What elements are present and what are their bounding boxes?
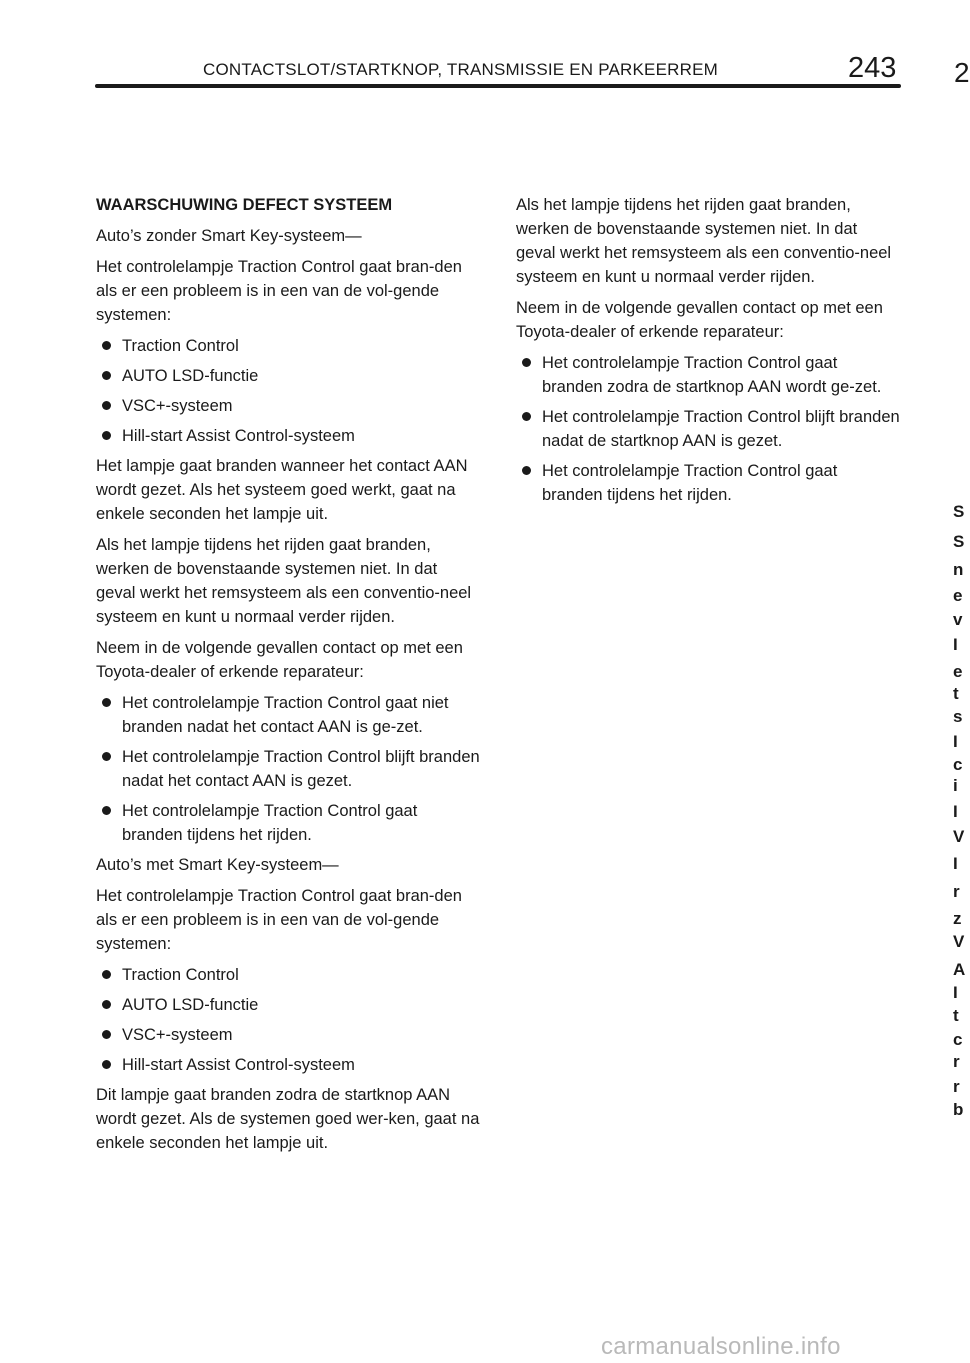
edge-letter: I [953, 802, 958, 821]
paragraph: Dit lampje gaat branden zodra de startknop AAN wordt gezet. Als de systemen goed wer-ken, gaat na enkele seconden het lampje uit. [96, 1086, 480, 1152]
edge-letter: V [953, 932, 965, 951]
section-heading: WAARSCHUWING DEFECT SYSTEEM [96, 196, 393, 214]
edge-letter: v [953, 610, 963, 629]
paragraph: Het lampje gaat branden wanneer het contact AAN wordt gezet. Als het systeem goed werkt, gaat na enkele seconden het lampje uit. [96, 457, 468, 523]
paragraph: Auto’s met Smart Key-systeem— [96, 856, 339, 874]
bullet-list [96, 963, 481, 1077]
list-item: Het controlelampje Traction Control gaat branden zodra de startknop AAN wordt ge-zet. [516, 351, 901, 399]
list-item: Het controlelampje Traction Control blijft branden nadat de startknop AAN is gezet. [516, 405, 901, 453]
page-number: 243 [848, 52, 897, 84]
bullet-list [96, 691, 481, 847]
edge-letter: I [953, 635, 958, 654]
edge-letter: n [953, 560, 964, 579]
list-item: Hill-start Assist Control-systeem [96, 424, 481, 448]
list-item: AUTO LSD-functie [96, 993, 481, 1017]
edge-letter: r [953, 1052, 960, 1071]
edge-letter: b [953, 1100, 964, 1119]
list-item: Het controlelampje Traction Control gaat branden tijdens het rijden. [96, 799, 481, 847]
header-rule [95, 84, 901, 88]
list-item: AUTO LSD-functie [96, 364, 481, 388]
edge-letter: A [953, 960, 966, 979]
edge-letter: e [953, 586, 963, 605]
edge-letter: I [953, 732, 958, 751]
bullet-list [96, 334, 481, 448]
list-item: VSC+-systeem [96, 1023, 481, 1047]
edge-letter: r [953, 1077, 960, 1096]
next-page-edge-mark: 2 [954, 57, 970, 88]
edge-letter: I [953, 854, 958, 873]
edge-letter: t [953, 1006, 959, 1025]
paragraph: Neem in de volgende gevallen contact op met een Toyota-dealer of erkende reparateur: [96, 639, 463, 681]
edge-letter: z [953, 909, 962, 928]
edge-letter: s [953, 707, 963, 726]
list-item: VSC+-systeem [96, 394, 481, 418]
edge-letter: e [953, 662, 963, 681]
edge-letter: i [953, 776, 958, 795]
paragraph: Als het lampje tijdens het rijden gaat branden, werken de bovenstaande systemen niet. In dat geval werkt het remsysteem als een conventio-neel systeem en kunt u normaal verder rijden. [96, 536, 472, 626]
paragraph: Het controlelampje Traction Control gaat bran-den als er een probleem is in een van de vol-gende systemen: [96, 258, 462, 324]
edge-letter: t [953, 684, 959, 703]
paragraph: Het controlelampje Traction Control gaat bran-den als er een probleem is in een van de vol-gende systemen: [96, 887, 462, 953]
list-item: Het controlelampje Traction Control gaat niet branden nadat het contact AAN is ge-zet. [96, 691, 481, 739]
list-item: Traction Control [96, 334, 481, 358]
watermark: carmanualsonline.info [601, 1333, 841, 1360]
bullet-list [516, 351, 901, 507]
paragraph: Auto’s zonder Smart Key-systeem— [96, 227, 362, 245]
list-item: Hill-start Assist Control-systeem [96, 1053, 481, 1077]
right-column [516, 193, 901, 513]
edge-letter: c [953, 755, 963, 774]
list-item: Het controlelampje Traction Control gaat branden tijdens het rijden. [516, 459, 901, 507]
edge-letter: S [953, 532, 965, 551]
edge-letter: V [953, 827, 965, 846]
paragraph: Neem in de volgende gevallen contact op met een Toyota-dealer of erkende reparateur: [516, 299, 883, 341]
header-title: CONTACTSLOT/STARTKNOP, TRANSMISSIE EN PARKEERREM [203, 60, 718, 79]
left-column [96, 193, 481, 1162]
edge-letter: r [953, 882, 960, 901]
edge-letter: S [953, 502, 965, 521]
edge-letter: I [953, 983, 958, 1002]
paragraph: Als het lampje tijdens het rijden gaat branden, werken de bovenstaande systemen niet. In dat geval werkt het remsysteem als een conventio-neel systeem en kunt u normaal verder rijden. [516, 196, 892, 286]
list-item: Het controlelampje Traction Control blijft branden nadat het contact AAN is gezet. [96, 745, 481, 793]
edge-letter: c [953, 1030, 963, 1049]
list-item: Traction Control [96, 963, 481, 987]
